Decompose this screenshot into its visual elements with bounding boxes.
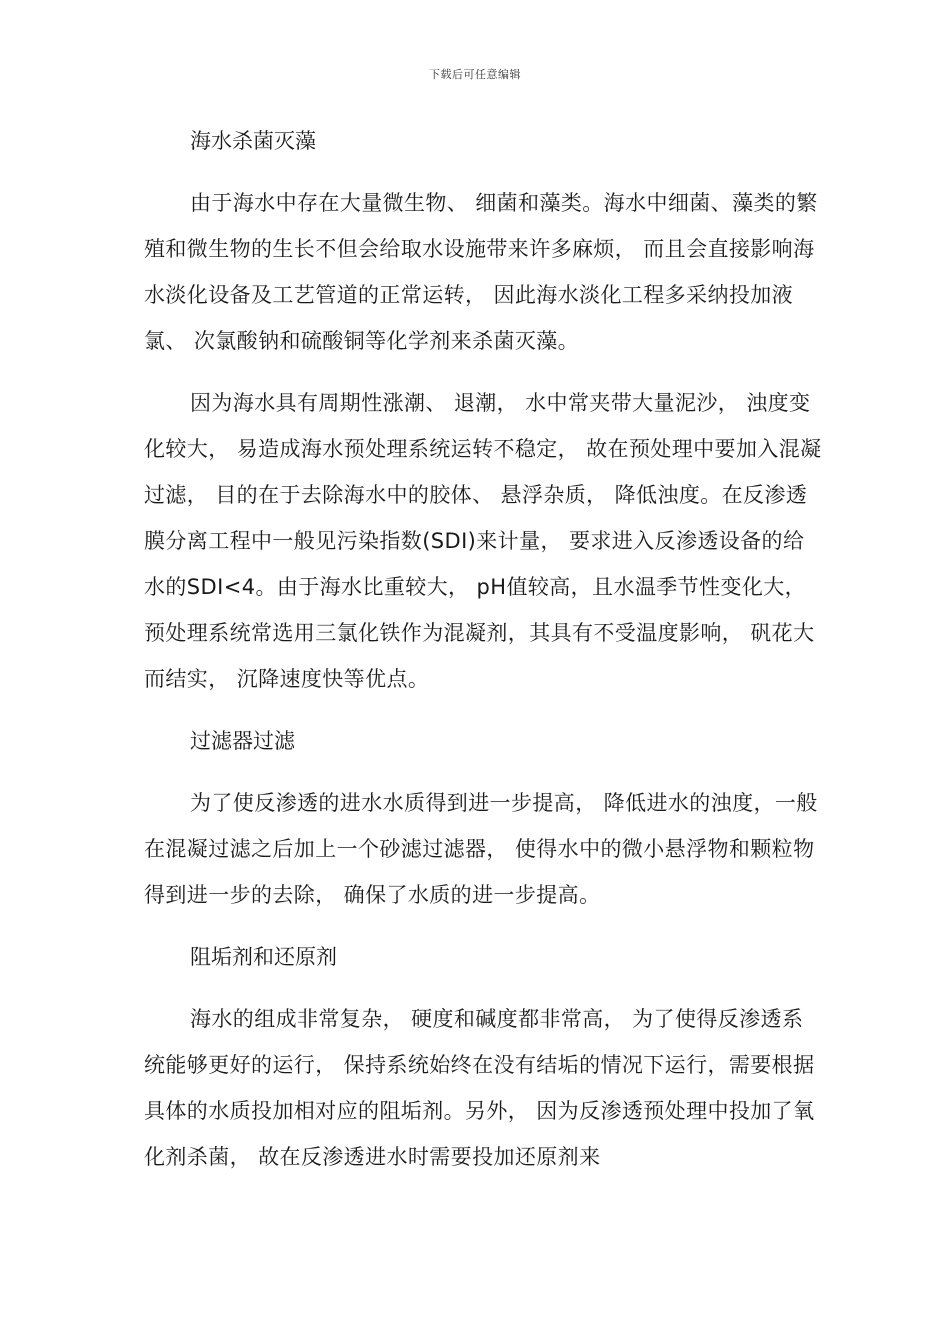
paragraph-coagulation: 因为海水具有周期性涨潮、 退潮， 水中常夹带大量泥沙， 浊度变化较大， 易造成海水预处理系统运转不稳定， 故在预处理中要加入混凝过滤， 目的在于去除海水中的胶体、 悬浮杂质， 降低浊度。在反渗透膜分离工程中一般见污染指数(SDI)来计量， 要求进入反渗透设备的给水的SDI<4。由于海水比重较大， pH值较高，且水温季节性变化大， 预处理系统常选用三氯化铁作为混凝剂，其具有不受温度影响， 矾花大而结实， 沉降速度快等优点。 <box>144 391 822 691</box>
header-note: 下载后可任意编辑 <box>429 68 521 81</box>
spacer <box>144 764 824 780</box>
spacer <box>144 980 824 996</box>
section-heading-antiscalant: 阻垢剂和还原剂 <box>190 945 337 969</box>
spacer <box>144 918 824 934</box>
paragraph-sterilization: 由于海水中存在大量微生物、 细菌和藻类。海水中细菌、藻类的繁殖和微生物的生长不但会给取水设施带来许多麻烦， 而且会直接影响海水淡化设备及工艺管道的正常运转， 因此海水淡化工程多采纳投加液氯、 次氯酸钠和硫酸铜等化学剂来杀菌灭藻。 <box>144 191 818 353</box>
document-body <box>144 118 824 1180</box>
spacer <box>144 364 824 380</box>
section-heading-filtration: 过滤器过滤 <box>190 729 295 753</box>
spacer <box>144 702 824 718</box>
paragraph-filtration: 为了使反渗透的进水水质得到进一步提高， 降低进水的浊度，一般在混凝过滤之后加上一个砂滤过滤器， 使得水中的微小悬浮物和颗粒物得到进一步的去除， 确保了水质的进一步提高。 <box>144 791 818 907</box>
spacer <box>144 164 824 180</box>
paragraph-antiscalant: 海水的组成非常复杂， 硬度和碱度都非常高， 为了使得反渗透系统能够更好的运行， 保持系统始终在没有结垢的情况下运行，需要根据具体的水质投加相对应的阻垢剂。另外， 因为反渗透预处理中投加了氧化剂杀菌， 故在反渗透进水时需要投加还原剂来 <box>144 1007 815 1169</box>
section-heading-sterilization: 海水杀菌灭藻 <box>190 129 316 153</box>
